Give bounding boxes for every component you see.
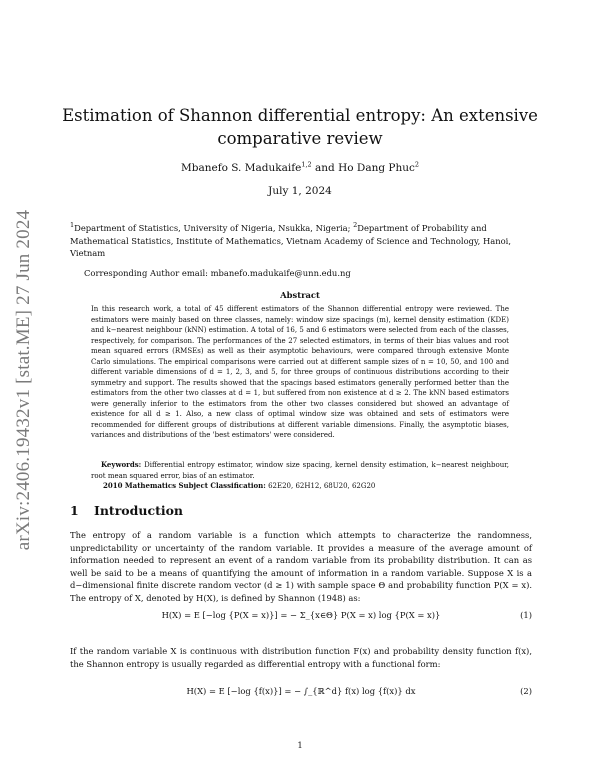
affiliations [70,222,532,260]
page-number: 1 [297,740,303,750]
msc-codes: 62E20, 62H12, 68U20, 62G20 [265,482,376,490]
section-title: Introduction [94,503,184,518]
equation [70,607,532,627]
affiliation-mark: 2 [353,221,358,230]
affiliation-text: Department of Probability and Mathematical Statistics, Institute of Mathematics, Vietnam Academy of Science and Technology, Hanoi, Vietnam [70,223,512,258]
author-conjunction: and [311,162,339,174]
equation-number: (2) [520,686,532,696]
arxiv-sidebar-stamp [6,190,42,570]
msc-label: 2010 Mathematics Subject Classification: [103,481,266,490]
author-line [60,162,540,174]
affiliation-mark: 1 [70,221,75,230]
arxiv-identifier: arXiv:2406.19432v1 [stat.ME] 27 Jun 2024 [13,209,35,551]
author-name: Mbanefo S. Madukaife [180,162,302,174]
equation-number: (1) [520,610,532,620]
abstract-body: In this research work, a total of 45 different estimators of the Shannon differential entropy were reviewed. The estimators were mainly based on three classes, namely: window size spacings (m), kernel density estimation (KDE) and k−nearest neighbour (kNN) estimation. A total of 16, 5 and 6 estimators were selected from each of the classes, respectively, for comparison. The performances of the 27 selected estimators, in terms of their bias values and root mean squared errors (RMSEs) as well as their asymptotic behaviours, were compared through extensive Monte Carlo simulations. The empirical comparisons were carried out at different sample sizes of n = 10, 50, and 100 and different variable dimensions of d = 1, 2, 3, and 5, for three groups of continuous distributions according to their symmetry and support. The results showed that the spacings based estimators generally performed better than the estimators from the other two classes at d = 1, but suffered from non existence at d ≥ 2. The kNN based estimators were generally inferior to the estimators from the other two classes considered but showed an advantage of existence for all d ≥ 1. Also, a new class of optimal window size was obtained and sets of estimators were recommended for different groups of distributions at different variable dimensions. Finally, the asymptotic biases, variances and distributions of the 'best estimators' were considered. [91,305,509,439]
author-name: Ho Dang Phuc [338,162,415,174]
equation-body: H(X) = E [−log {P(X = x)}] = − Σ_{x∈Θ} P(X = x) log {P(X = x)} [161,610,441,620]
keywords [91,460,509,481]
equation [70,683,532,703]
equation-body: H(X) = E [−log {f(x)}] = − ∫_{ℝ^d} f(x) log {f(x)} dx [186,686,416,696]
corresponding-author-email: Corresponding Author email: mbanefo.madukaife@unn.edu.ng [84,268,351,278]
affiliation-text: Department of Statistics, University of Nigeria, Nsukka, Nigeria; [74,223,354,233]
section-heading [70,503,183,518]
paper-title: Estimation of Shannon differential entropy: An extensive comparative review [62,106,538,148]
paragraph: If the random variable X is continuous with distribution function F(x) and probability density function f(x), the Shannon entropy is usually regarded as differential entropy with a functional form: [70,646,532,669]
author-affiliation-mark: 1,2 [301,160,312,169]
publication-date: July 1, 2024 [268,185,332,197]
keywords-text: Differential entropy estimator, window size spacing, kernel density estimation, k−nearest neighbour, root mean squared error, bias of an estimator. [91,461,509,480]
msc-classification [91,481,509,492]
keywords-label: Keywords: [101,460,142,469]
paragraph: The entropy of a random variable is a function which attempts to characterize the randomness, unpredictability or uncertainty of the random variable. It provides a measure of the average amount of information needed to represent an event of a random variable from its probability distribution. It can as well be said to be a means of quantifying the amount of information in a random variable. Suppose X is a d−dimensional finite discrete random vector (d ≥ 1) with sample space Θ and probability function P(X = x). The entropy of X, denoted by H(X), is defined by Shannon (1948) as: [70,530,532,603]
section-number: 1 [70,503,79,518]
abstract-heading: Abstract [280,290,320,300]
author-affiliation-mark: 2 [414,160,420,169]
